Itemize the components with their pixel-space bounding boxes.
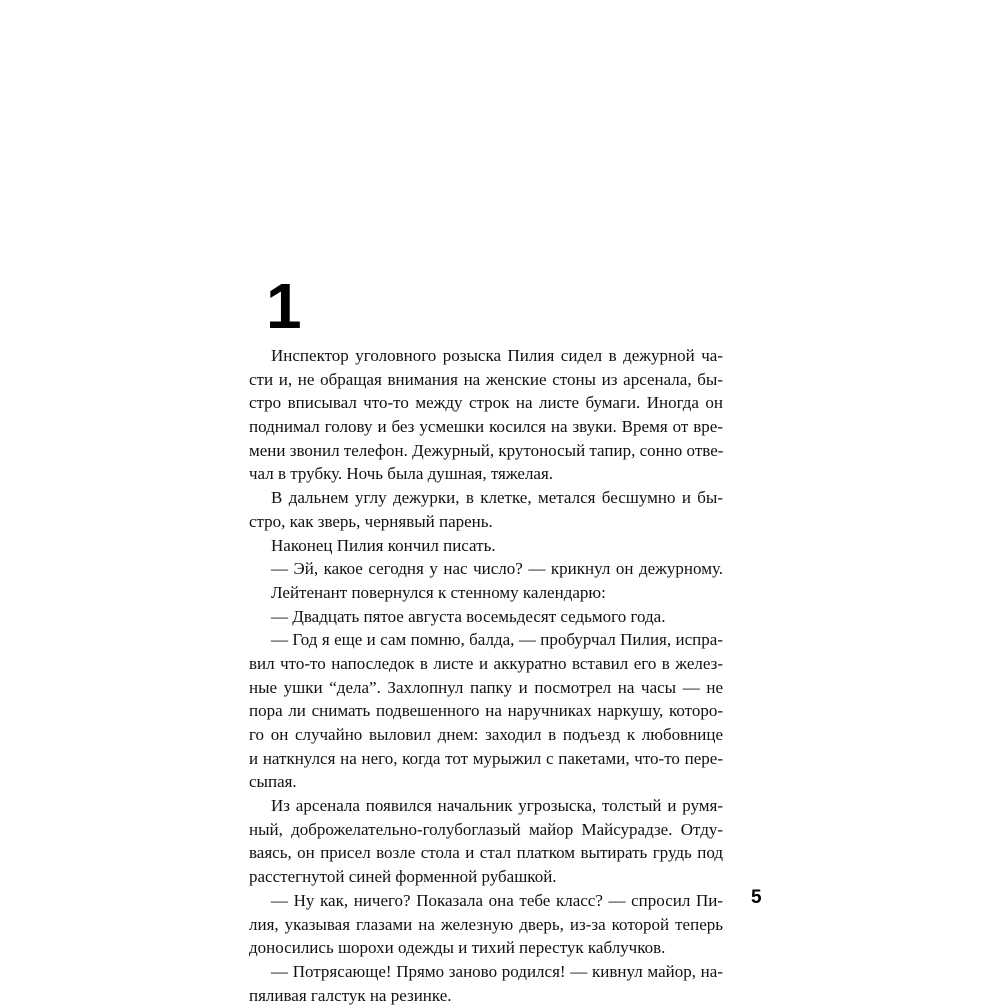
text-line: В дальнем углу дежурки, в клетке, метался бесшумно и бы- <box>271 488 723 508</box>
text-line: Наконец Пилия кончил писать. <box>271 535 496 555</box>
text-line: и наткнулся на него, когда тот мурыжил с пакетами, что-то пере- <box>249 748 723 768</box>
text-line: расстегнутой синей форменной рубашкой. <box>249 867 557 887</box>
text-line: ваясь, он присел возле стола и стал платком вытирать грудь под <box>249 843 723 863</box>
text-line: Лейтенант повернулся к стенному календарю: <box>271 582 606 602</box>
text-line: сти и, не обращая внимания на женские стоны из арсенала, бы- <box>249 369 723 389</box>
text-line: стро вписывал что-то между строк на листе бумаги. Иногда он <box>249 393 723 413</box>
chapter-number: 1 <box>266 270 302 342</box>
text-line: пора ли снимать подвешенного на наручниках наркушу, которо- <box>249 701 723 721</box>
text-line: пяливая галстук на резинке. <box>249 985 452 1005</box>
text-line: лия, указывая глазами на железную дверь, из-за которой теперь <box>249 914 723 934</box>
text-line: Из арсенала появился начальник угрозыска, толстый и румя- <box>271 796 723 816</box>
text-line: го он случайно выловил днем: заходил в подъезд к любовнице <box>249 725 723 744</box>
text-line: поднимал голову и без усмешки косился на звуки. Время от вре- <box>249 417 723 437</box>
text-line: Инспектор уголовного розыска Пилия сидел в дежурной ча- <box>271 346 723 365</box>
text-line: мени звонил телефон. Дежурный, крутоносый тапир, сонно отве- <box>249 440 724 460</box>
text-line: — Ну как, ничего? Показала она тебе класс? — спросил Пи- <box>271 890 723 910</box>
page-number: 5 <box>751 887 762 908</box>
text-line: ный, доброжелательно-голубоглазый майор Майсурадзе. Отду- <box>249 819 723 839</box>
text-line: стро, как зверь, чернявый парень. <box>249 511 493 531</box>
text-line: — Потрясающе! Прямо заново родился! — кивнул майор, на- <box>271 961 723 981</box>
body-text <box>249 344 723 1007</box>
text-line: вил что-то напоследок в листе и аккуратно вставил его в желез- <box>249 653 723 673</box>
text-line: ные ушки “дела”. Захлопнул папку и посмотрел на часы — не <box>249 677 723 697</box>
text-line: — Эй, какое сегодня у нас число? — крикнул он дежурному. <box>271 559 723 579</box>
text-line: — Год я еще и сам помню, балда, — пробурчал Пилия, испра- <box>271 630 723 650</box>
text-line: сыпая. <box>249 772 297 792</box>
text-line: чал в трубку. Ночь была душная, тяжелая. <box>249 464 554 484</box>
text-line: — Двадцать пятое августа восемьдесят седьмого года. <box>271 606 666 626</box>
text-line: доносились шорохи одежды и тихий перестук каблучков. <box>249 938 666 958</box>
